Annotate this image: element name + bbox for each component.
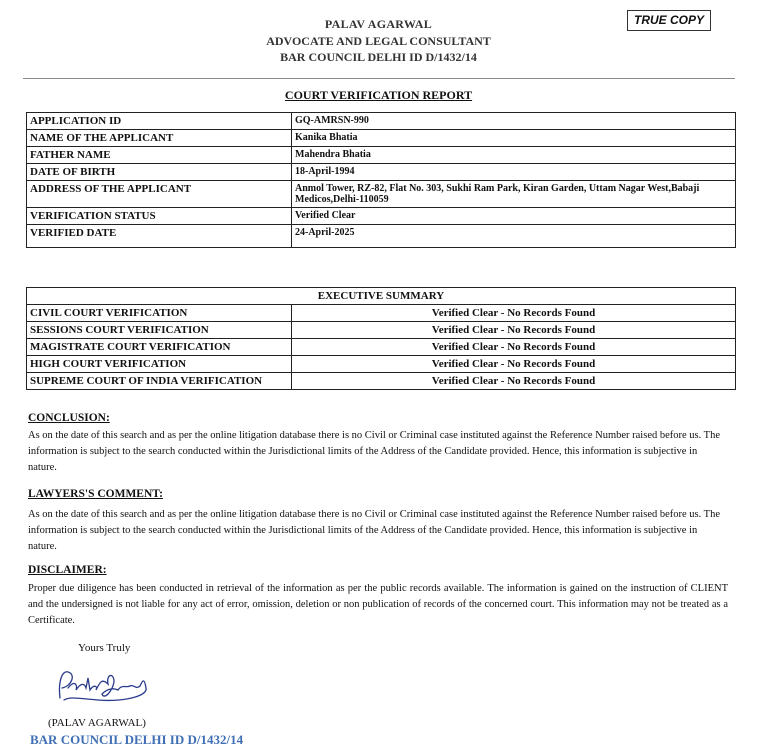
detail-value: Verified Clear bbox=[292, 208, 736, 225]
letterhead-name: PALAV AGARWAL bbox=[324, 17, 433, 31]
signature-image bbox=[52, 662, 162, 708]
header-divider bbox=[23, 78, 735, 79]
lawyers-comment-heading: LAWYERS'S COMMENT: bbox=[28, 488, 163, 500]
table-row bbox=[27, 305, 736, 322]
table-row bbox=[27, 322, 736, 339]
summary-value: Verified Clear - No Records Found bbox=[292, 339, 736, 356]
summary-value: Verified Clear - No Records Found bbox=[292, 322, 736, 339]
summary-value: Verified Clear - No Records Found bbox=[292, 356, 736, 373]
summary-value: Verified Clear - No Records Found bbox=[292, 305, 736, 322]
table-row bbox=[27, 356, 736, 373]
disclaimer-text: Proper due diligence has been conducted in retrieval of the information as per the public records available. The information is gained on the instruction of CLIENT and the undersigned is not liable for any act of error, omission, deletion or non publication of records of the concerned court. This information may not be treated as a Certificate. bbox=[28, 583, 728, 626]
conclusion-heading: CONCLUSION: bbox=[28, 412, 110, 424]
signatory-bar-id: BAR COUNCIL DELHI ID D/1432/14 bbox=[30, 732, 244, 747]
table-row bbox=[27, 339, 736, 356]
table-row bbox=[27, 164, 736, 181]
detail-label: APPLICATION ID bbox=[27, 113, 292, 130]
closing-salutation: Yours Truly bbox=[78, 642, 131, 654]
report-title: COURT VERIFICATION REPORT bbox=[284, 88, 473, 102]
summary-label: HIGH COURT VERIFICATION bbox=[27, 356, 292, 373]
letterhead-title: ADVOCATE AND LEGAL CONSULTANT bbox=[266, 34, 491, 48]
summary-label: MAGISTRATE COURT VERIFICATION bbox=[27, 339, 292, 356]
conclusion-text: As on the date of this search and as per the online litigation database there is no Civil or Criminal case instituted against the Reference Number raised before us. The information is subject to the search conducted within the Jurisdictional limits of the Address of the Candidate provided. Hence, this information is subjective in nature. bbox=[28, 430, 721, 473]
detail-value: GQ-AMRSN-990 bbox=[292, 113, 736, 130]
detail-value: Anmol Tower, RZ-82, Flat No. 303, Sukhi Ram Park, Kiran Garden, Uttam Nagar West,Babaji Medicos,Delhi-110059 bbox=[292, 181, 736, 208]
true-copy-stamp: TRUE COPY bbox=[627, 10, 711, 31]
summary-label: SESSIONS COURT VERIFICATION bbox=[27, 322, 292, 339]
detail-label: VERIFIED DATE bbox=[27, 225, 292, 248]
letterhead-bar-id: BAR COUNCIL DELHI ID D/1432/14 bbox=[280, 50, 477, 64]
detail-label: FATHER NAME bbox=[27, 147, 292, 164]
signatory-name: (PALAV AGARWAL) bbox=[48, 717, 146, 729]
summary-label: SUPREME COURT OF INDIA VERIFICATION bbox=[27, 373, 292, 390]
table-row bbox=[27, 113, 736, 130]
detail-value: Mahendra Bhatia bbox=[292, 147, 736, 164]
table-row bbox=[27, 147, 736, 164]
lawyers-comment-text: As on the date of this search and as per the online litigation database there is no Civil or Criminal case instituted against the Reference Number raised before us. The information is subject to the search conducted within the Jurisdictional limits of the Address of the Candidate provided. Hence, this information is subjective in nature. bbox=[28, 509, 721, 552]
table-row bbox=[27, 225, 736, 248]
summary-value: Verified Clear - No Records Found bbox=[292, 373, 736, 390]
summary-heading: EXECUTIVE SUMMARY bbox=[27, 288, 736, 305]
detail-value: 24-April-2025 bbox=[292, 225, 736, 248]
detail-value: 18-April-1994 bbox=[292, 164, 736, 181]
table-header-row bbox=[27, 288, 736, 305]
executive-summary-table bbox=[26, 287, 736, 390]
detail-value: Kanika Bhatia bbox=[292, 130, 736, 147]
applicant-details-table bbox=[26, 112, 736, 248]
detail-label: NAME OF THE APPLICANT bbox=[27, 130, 292, 147]
summary-label: CIVIL COURT VERIFICATION bbox=[27, 305, 292, 322]
table-row bbox=[27, 181, 736, 208]
detail-label: VERIFICATION STATUS bbox=[27, 208, 292, 225]
table-row bbox=[27, 373, 736, 390]
disclaimer-heading: DISCLAIMER: bbox=[28, 564, 107, 576]
table-row bbox=[27, 208, 736, 225]
detail-label: DATE OF BIRTH bbox=[27, 164, 292, 181]
detail-label: ADDRESS OF THE APPLICANT bbox=[27, 181, 292, 208]
table-row bbox=[27, 130, 736, 147]
